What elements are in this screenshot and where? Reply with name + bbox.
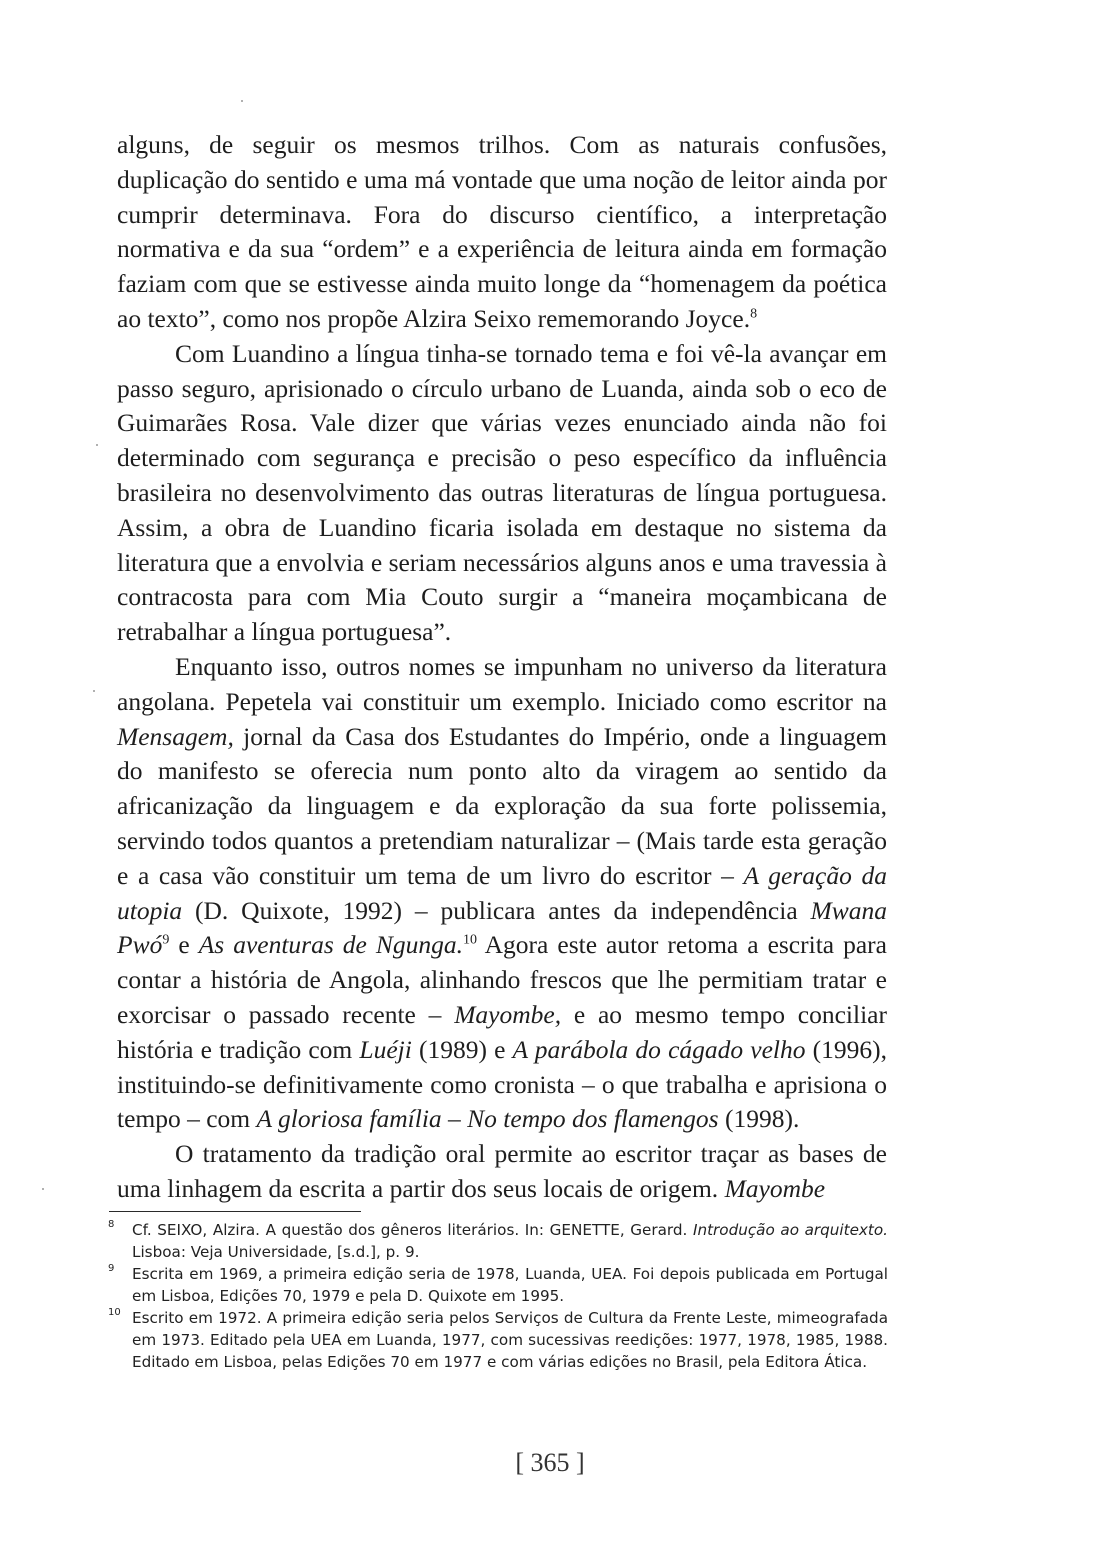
text-run: (1996), instituindo-se definitivamente como cronista – o que trabalha e aprisiona o tempo – com <box>117 1034 887 1134</box>
text-run: Com Luandino a língua tinha-se tornado tema e foi vê-la avançar em passo seguro, aprisionado o círculo urbano de Luanda, ainda sob o eco de Guimarães Rosa. Vale dizer que várias vezes enunciado ainda não foi determinado com segurança e precisão o peso específico da influência brasileira no desenvolvimento das outras literaturas de língua portuguesa. Assim, a obra de Luandino ficaria isolada em destaque no sistema da literatura que a envolvia e seriam necessários alguns anos e uma travessia à contracosta para com Mia Couto surgir a “maneira moçambicana de retrabalhar a língua portuguesa”. <box>117 338 887 647</box>
footnote <box>108 1219 888 1263</box>
text-run: (1998). <box>718 1104 800 1134</box>
footnote <box>108 1307 888 1373</box>
footnotes <box>108 1219 888 1373</box>
scan-speck <box>93 690 95 692</box>
italic-title: Mayombe <box>724 1173 826 1203</box>
page-number: [ 365 ] <box>515 1448 585 1477</box>
scan-speck <box>96 444 98 446</box>
text-run: Lisboa: Veja Universidade, [s.d.], p. 9. <box>132 1243 420 1261</box>
text-run: (1989) e <box>411 1034 513 1064</box>
paragraph <box>117 337 887 650</box>
paragraph <box>117 1137 887 1207</box>
italic-title: Mwana Pwó <box>117 895 887 960</box>
italic-title: As aventuras de Ngunga. <box>198 930 464 960</box>
footnote-number: 8 <box>108 1219 115 1230</box>
italic-title: A geração da utopia <box>117 860 887 925</box>
footnote-ref: 10 <box>463 932 478 948</box>
text-run: Escrito em 1972. A primeira edição seria pelos Serviços de Cultura da Frente Leste, mimeografada em 1973. Editado pela UEA em Luanda, 1977, com sucessivas reedições: 1977, 1978, 1985, 1988. Editado em Lisboa, pelas Edições 70 em 1977 e com várias edições no Brasil, pela Editora Ática. <box>132 1309 888 1371</box>
scan-speck <box>241 100 243 102</box>
italic-title: A parábola do cágado velho <box>512 1034 806 1064</box>
italic-title: Introdução ao arquitexto. <box>692 1221 888 1239</box>
text-run: O tratamento da tradição oral permite ao escritor traçar as bases de uma linhagem da escrita a partir dos seus locais de origem. <box>117 1139 887 1203</box>
italic-title: A gloriosa família – No tempo dos flamengos <box>256 1104 719 1134</box>
text-run: e <box>169 930 199 960</box>
text-run: Escrita em 1969, a primeira edição seria de 1978, Luanda, UEA. Foi depois publicada em Portugal em Lisboa, Edições 70, 1979 e pela D. Quixote em 1995. <box>132 1265 888 1305</box>
footnote-separator <box>109 1211 361 1212</box>
footnote-number: 10 <box>108 1307 121 1318</box>
italic-title: Luéji <box>359 1034 412 1064</box>
text-run: Enquanto isso, outros nomes se impunham no universo da literatura angolana. Pepetela vai constituir um exemplo. Iniciado como escritor na <box>117 651 887 716</box>
footnote-ref: 8 <box>750 306 758 322</box>
scan-speck <box>42 1188 44 1190</box>
body-text <box>117 128 887 1207</box>
paragraph <box>117 128 887 337</box>
italic-title: Mayombe, <box>454 999 562 1029</box>
italic-title: Mensagem, <box>117 721 234 751</box>
footnote-ref: 9 <box>162 932 170 948</box>
text-run: jornal da Casa dos Estudantes do Império, onde a linguagem do manifesto se oferecia num ponto alto da viragem ao sentido da africanização da linguagem e da exploração da sua forte polissemia, servindo todos quantos a pretendiam naturalizar – (Mais tarde esta geração e a casa vão constituir um tema de um livro do escritor – <box>117 721 887 890</box>
text-run: alguns, de seguir os mesmos trilhos. Com as naturais confusões, duplicação do sentido e uma má vontade que uma noção de leitor ainda por cumprir determinava. Fora do discurso científico, a interpretação normativa e da sua “ordem” e a experiência de leitura ainda em formação faziam com que se estivesse ainda muito longe da “homenagem da poética ao texto”, como nos propõe Alzira Seixo rememorando Joyce. <box>117 130 887 333</box>
footnote <box>108 1263 888 1307</box>
text-run: Cf. SEIXO, Alzira. A questão dos gêneros literários. In: GENETTE, Gerard. <box>132 1221 693 1239</box>
paragraph <box>117 650 887 1137</box>
text-run: Agora este autor retoma a escrita para contar a história de Angola, alinhando frescos que lhe permitiam tratar e exorcisar o passado recente – <box>117 930 887 1029</box>
text-run: e ao mesmo tempo conciliar história e tradição com <box>117 999 887 1064</box>
footnote-number: 9 <box>108 1263 115 1274</box>
text-run: (D. Quixote, 1992) – publicara antes da independência <box>182 895 811 925</box>
